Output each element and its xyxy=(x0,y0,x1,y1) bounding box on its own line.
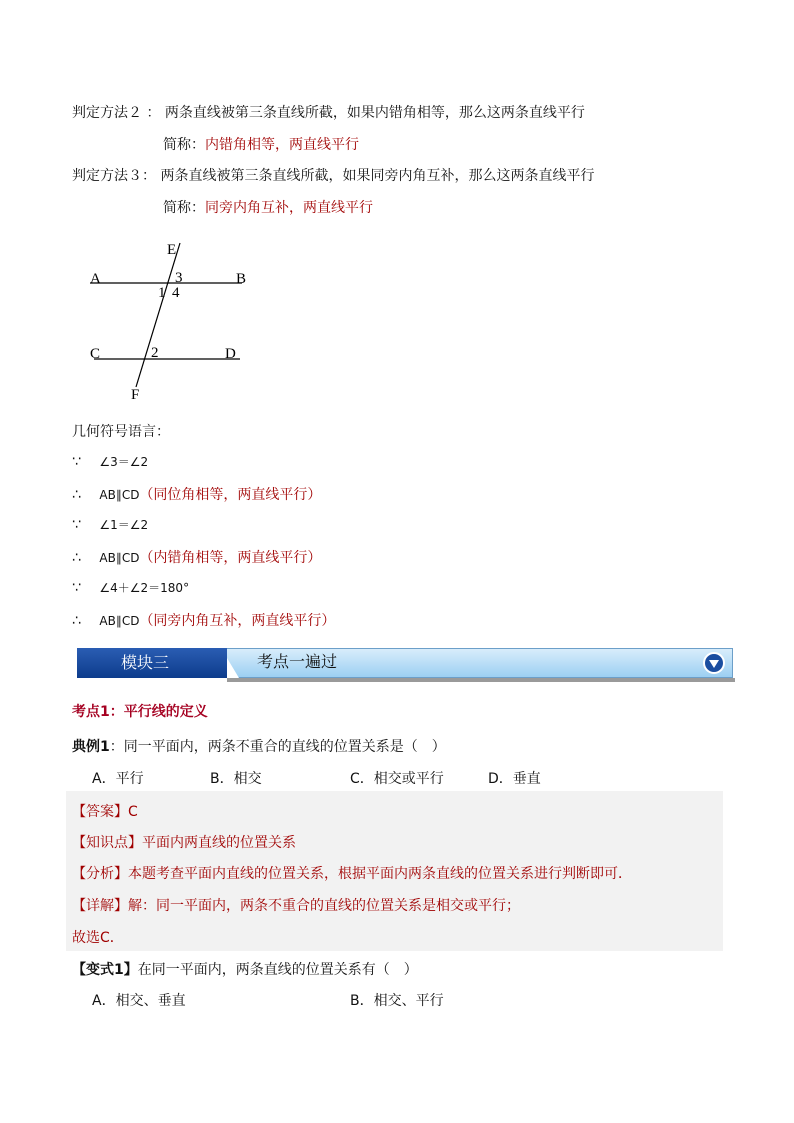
module-title: 考点一遍过 xyxy=(257,652,338,671)
conclusion-3-reason: （同旁内角互补，两直线平行） xyxy=(139,613,336,629)
example-text: ：同一平面内，两条不重合的直线的位置关系是（ ） xyxy=(109,739,446,755)
option-d: D．垂直 xyxy=(488,771,541,787)
angle-3-label: 3 xyxy=(175,270,183,286)
method-3-short: 同旁内角互补，两直线平行 xyxy=(205,200,373,216)
conclusion-line: 故选C． xyxy=(72,930,124,946)
proof-title: 几何符号语言： xyxy=(72,424,170,440)
step-2-text: ∠1＝∠2 xyxy=(99,518,149,532)
conclusion-1-main: AB∥CD xyxy=(99,488,140,502)
example-label: 典例1 xyxy=(72,739,110,755)
label-a: A xyxy=(90,271,101,287)
angle-1-label: 1 xyxy=(158,285,166,301)
method-3-short-line xyxy=(163,197,373,217)
conclusion-2-reason: （内错角相等，两直线平行） xyxy=(139,550,322,566)
step-1-text: ∠3＝∠2 xyxy=(99,455,149,469)
proof-step-2 xyxy=(72,516,148,533)
detail-line xyxy=(72,895,520,915)
label-f: F xyxy=(131,387,140,403)
because-symbol: ∵ xyxy=(72,517,81,533)
method-3-line xyxy=(72,165,594,185)
proof-conclusion-2 xyxy=(72,547,321,567)
section-heading: 考点1：平行线的定义 xyxy=(72,704,208,720)
angle-4-label: 4 xyxy=(172,285,180,301)
module-banner xyxy=(77,645,734,683)
module-tab: 模块三 xyxy=(77,648,227,678)
method-2-label: 判定方法２ ： xyxy=(72,105,161,121)
proof-conclusion-1 xyxy=(72,484,321,504)
line-ef xyxy=(136,243,180,387)
method-2-text: 两条直线被第三条直线所截，如果内错角相等，那么这两条直线平行 xyxy=(164,105,585,121)
answer-tag: 【答案】 xyxy=(72,804,128,820)
angle-2-label: 2 xyxy=(151,345,159,361)
variant-question xyxy=(72,959,418,979)
chevron-down-circle-icon[interactable] xyxy=(703,652,725,674)
method-2-short: 内错角相等，两直线平行 xyxy=(205,137,359,153)
answer-line xyxy=(72,801,138,821)
knowledge-value: 平面内两直线的位置关系 xyxy=(142,835,296,851)
analysis-tag: 【分析】 xyxy=(72,866,128,882)
because-symbol: ∵ xyxy=(72,454,81,470)
therefore-symbol: ∴ xyxy=(72,613,81,629)
method-2-short-label: 简称： xyxy=(163,137,205,153)
option-a: A．平行 xyxy=(92,771,144,787)
because-symbol: ∵ xyxy=(72,580,81,596)
analysis-line xyxy=(72,863,632,883)
option-c: C．相交或平行 xyxy=(350,771,444,787)
variant-option-b: B．相交、平行 xyxy=(350,993,444,1009)
label-d: D xyxy=(225,346,236,362)
label-e: E xyxy=(167,242,177,258)
variant-option-a: A．相交、垂直 xyxy=(92,993,186,1009)
proof-step-3 xyxy=(72,579,189,596)
method-3-text: 两条直线被第三条直线所截，如果同旁内角互补，那么这两条直线平行 xyxy=(160,168,595,184)
option-b: B．相交 xyxy=(210,771,262,787)
method-3-short-label: 简称： xyxy=(163,200,205,216)
proof-step-1 xyxy=(72,453,148,470)
parallel-lines-figure xyxy=(80,235,260,405)
method-2-short-line xyxy=(163,134,359,154)
detail-tag: 【详解】 xyxy=(72,898,128,914)
knowledge-line xyxy=(72,832,296,852)
module-bar-shadow xyxy=(227,678,735,682)
analysis-value: 本题考查平面内直线的位置关系，根据平面内两条直线的位置关系进行判断即可． xyxy=(128,866,632,882)
step-3-text: ∠4＋∠2＝180° xyxy=(99,581,190,595)
label-c: C xyxy=(90,346,101,362)
method-3-label: 判定方法３： xyxy=(72,168,156,184)
example-question xyxy=(72,736,446,756)
variant-label: 【变式1】 xyxy=(72,962,138,978)
detail-value: 解：同一平面内，两条不重合的直线的位置关系是相交或平行； xyxy=(128,898,520,914)
label-b: B xyxy=(236,271,247,287)
method-2-line xyxy=(72,102,585,122)
answer-value: C xyxy=(128,804,138,820)
conclusion-2-main: AB∥CD xyxy=(99,551,140,565)
variant-text: 在同一平面内，两条直线的位置关系有（ ） xyxy=(137,962,418,978)
conclusion-3-main: AB∥CD xyxy=(99,614,140,628)
conclusion-1-reason: （同位角相等，两直线平行） xyxy=(139,487,322,503)
proof-conclusion-3 xyxy=(72,610,335,630)
therefore-symbol: ∴ xyxy=(72,550,81,566)
knowledge-tag: 【知识点】 xyxy=(72,835,142,851)
therefore-symbol: ∴ xyxy=(72,487,81,503)
